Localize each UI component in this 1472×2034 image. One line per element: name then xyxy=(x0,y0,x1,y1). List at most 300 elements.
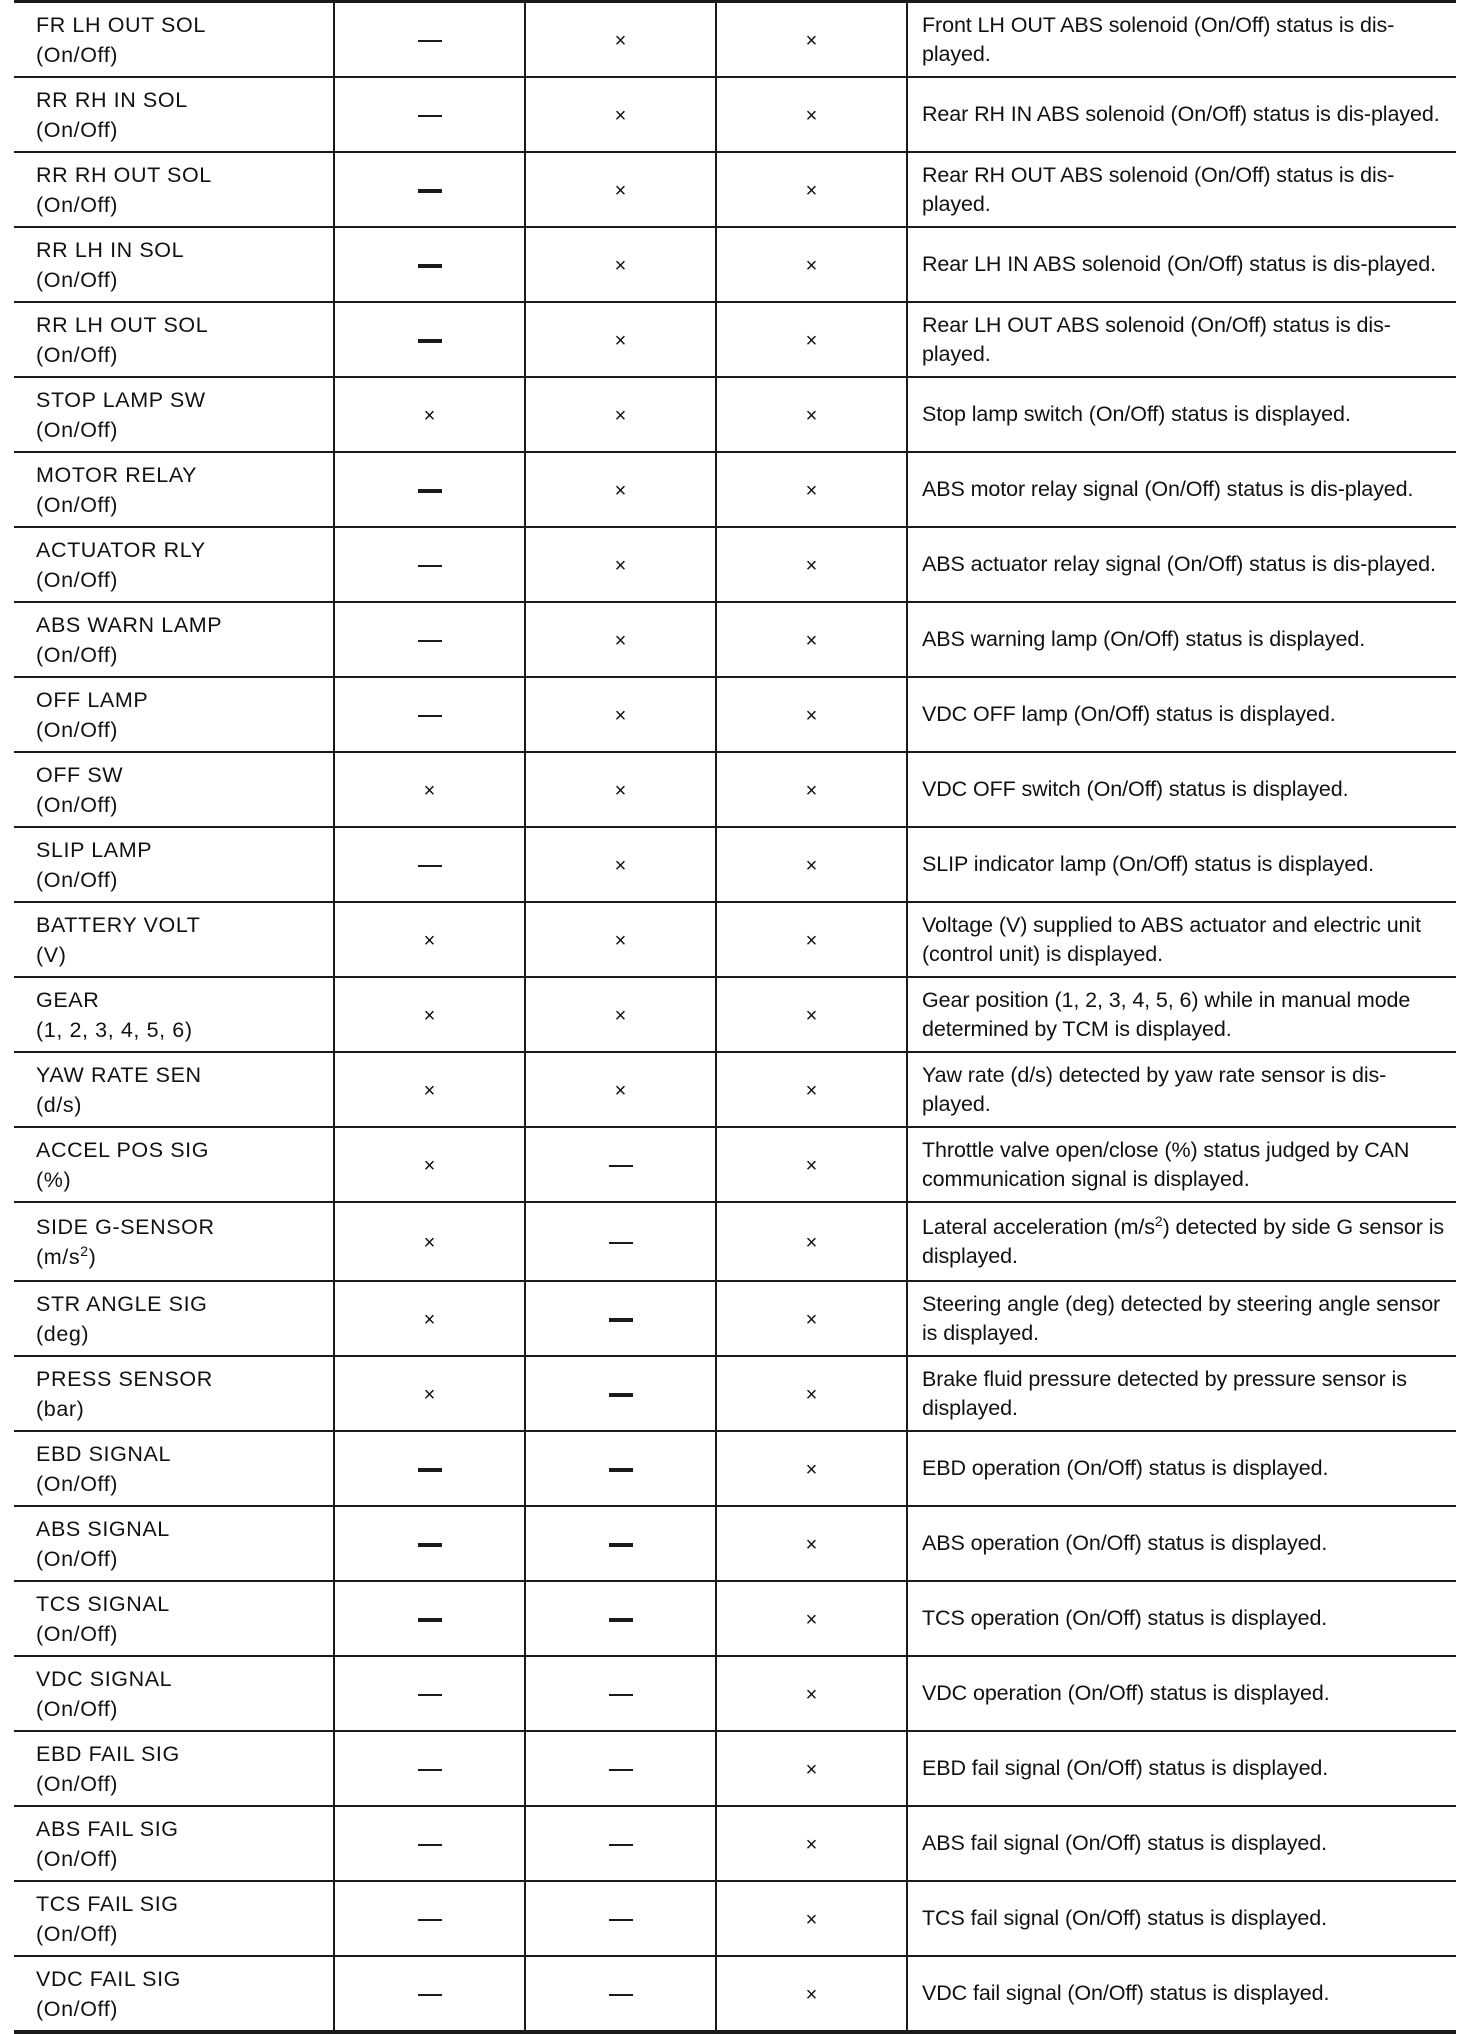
item-unit: (On/Off) xyxy=(36,792,119,817)
item-name-cell xyxy=(14,2,334,78)
table-row xyxy=(14,302,1456,377)
item-unit: (V) xyxy=(36,942,67,967)
item-name-cell xyxy=(14,1356,334,1431)
item-description: Rear RH IN ABS solenoid (On/Off) status is dis-played. xyxy=(907,77,1456,152)
item-description: TCS fail signal (On/Off) status is displayed. xyxy=(907,1881,1456,1956)
item-unit: (On/Off) xyxy=(36,867,119,892)
cross-mark: × xyxy=(805,1534,818,1557)
cross-mark: × xyxy=(805,480,818,503)
mode-1-cell xyxy=(334,1202,525,1281)
mode-1-cell xyxy=(334,377,525,452)
mode-2-cell xyxy=(525,1956,716,2032)
cross-mark: × xyxy=(423,780,436,803)
item-name: VDC SIGNAL xyxy=(36,1666,173,1691)
item-unit: (On/Off) xyxy=(36,117,119,142)
cross-mark: × xyxy=(614,180,627,203)
unit-superscript: 2 xyxy=(80,1242,89,1259)
cross-mark: × xyxy=(614,30,627,53)
table-row xyxy=(14,227,1456,302)
item-unit xyxy=(36,1242,333,1272)
mode-3-cell xyxy=(716,1956,907,2032)
mode-1-cell xyxy=(334,1127,525,1202)
mode-3-cell xyxy=(716,827,907,902)
item-name: STR ANGLE SIG xyxy=(36,1291,208,1316)
mode-2-cell xyxy=(525,1431,716,1506)
item-unit: (On/Off) xyxy=(36,1771,119,1796)
cross-mark: × xyxy=(614,705,627,728)
item-description: Brake fluid pressure detected by pressure sensor is displayed. xyxy=(907,1356,1456,1431)
mode-3-cell xyxy=(716,902,907,977)
mode-1-cell xyxy=(334,1656,525,1731)
item-unit: (d/s) xyxy=(36,1092,82,1117)
table-row xyxy=(14,827,1456,902)
item-name-cell xyxy=(14,977,334,1052)
cross-mark: × xyxy=(805,930,818,953)
description-text: Lateral acceleration (m/s xyxy=(922,1214,1155,1239)
table-row xyxy=(14,77,1456,152)
mode-2-cell xyxy=(525,1281,716,1356)
item-description: VDC OFF switch (On/Off) status is displayed. xyxy=(907,752,1456,827)
item-name-cell xyxy=(14,377,334,452)
table-row xyxy=(14,1731,1456,1806)
cross-mark: × xyxy=(423,1155,436,1178)
item-name: STOP LAMP SW xyxy=(36,387,206,412)
mode-1-cell xyxy=(334,302,525,377)
dash-mark xyxy=(609,1393,633,1397)
mode-1-cell xyxy=(334,1806,525,1881)
cross-mark: × xyxy=(614,255,627,278)
table-row xyxy=(14,152,1456,227)
cross-mark: × xyxy=(805,855,818,878)
item-description: ABS warning lamp (On/Off) status is displayed. xyxy=(907,602,1456,677)
mode-3-cell xyxy=(716,1881,907,1956)
item-name-cell xyxy=(14,1127,334,1202)
table-row xyxy=(14,1806,1456,1881)
item-name-cell xyxy=(14,1881,334,1956)
mode-1-cell xyxy=(334,1506,525,1581)
mode-1-cell xyxy=(334,1881,525,1956)
mode-1-cell xyxy=(334,1281,525,1356)
mode-3-cell xyxy=(716,677,907,752)
item-name-cell xyxy=(14,1656,334,1731)
item-name-cell xyxy=(14,77,334,152)
cross-mark: × xyxy=(805,1909,818,1932)
cross-mark: × xyxy=(614,780,627,803)
item-unit: (On/Off) xyxy=(36,1846,119,1871)
table-body xyxy=(14,2,1456,2033)
table-row xyxy=(14,977,1456,1052)
description-text-rest: ) detected by side G sensor is displayed. xyxy=(922,1214,1445,1268)
mode-3-cell xyxy=(716,77,907,152)
item-description: VDC fail signal (On/Off) status is displayed. xyxy=(907,1956,1456,2032)
mode-1-cell xyxy=(334,227,525,302)
item-name: TCS FAIL SIG xyxy=(36,1891,179,1916)
dash-mark xyxy=(418,115,442,117)
item-unit: (On/Off) xyxy=(36,42,119,67)
cross-mark: × xyxy=(614,930,627,953)
mode-2-cell xyxy=(525,1656,716,1731)
table-row xyxy=(14,1956,1456,2032)
item-name: PRESS SENSOR xyxy=(36,1366,213,1391)
mode-3-cell xyxy=(716,1656,907,1731)
dash-mark xyxy=(418,40,442,42)
item-name: OFF LAMP xyxy=(36,687,149,712)
mode-3-cell xyxy=(716,977,907,1052)
item-unit: (On/Off) xyxy=(36,1621,119,1646)
item-name: ACTUATOR RLY xyxy=(36,537,206,562)
item-description: ABS actuator relay signal (On/Off) status is dis-played. xyxy=(907,527,1456,602)
cross-mark: × xyxy=(805,105,818,128)
item-unit: (On/Off) xyxy=(36,1546,119,1571)
dash-mark xyxy=(418,1694,442,1696)
mode-2-cell xyxy=(525,1731,716,1806)
table-row xyxy=(14,602,1456,677)
cross-mark: × xyxy=(805,1155,818,1178)
mode-1-cell xyxy=(334,2,525,78)
cross-mark: × xyxy=(805,1834,818,1857)
item-name-cell xyxy=(14,1806,334,1881)
cross-mark: × xyxy=(423,405,436,428)
item-name: EBD SIGNAL xyxy=(36,1441,172,1466)
mode-3-cell xyxy=(716,1431,907,1506)
mode-3-cell xyxy=(716,1806,907,1881)
mode-2-cell xyxy=(525,977,716,1052)
mode-3-cell xyxy=(716,1127,907,1202)
item-name-cell xyxy=(14,1506,334,1581)
table-row xyxy=(14,1656,1456,1731)
dash-mark xyxy=(609,1242,633,1244)
cross-mark: × xyxy=(805,1384,818,1407)
cross-mark: × xyxy=(805,630,818,653)
item-unit: (%) xyxy=(36,1167,72,1192)
item-description: Yaw rate (d/s) detected by yaw rate sensor is dis-played. xyxy=(907,1052,1456,1127)
item-name-cell xyxy=(14,152,334,227)
mode-1-cell xyxy=(334,677,525,752)
mode-3-cell xyxy=(716,377,907,452)
mode-3-cell xyxy=(716,227,907,302)
item-unit: (On/Off) xyxy=(36,342,119,367)
cross-mark: × xyxy=(805,1005,818,1028)
mode-2-cell xyxy=(525,1127,716,1202)
table-row xyxy=(14,1281,1456,1356)
mode-2-cell xyxy=(525,152,716,227)
item-name: EBD FAIL SIG xyxy=(36,1741,180,1766)
dash-mark xyxy=(418,489,442,493)
mode-1-cell xyxy=(334,977,525,1052)
dash-mark xyxy=(609,1919,633,1921)
item-description: VDC operation (On/Off) status is displayed. xyxy=(907,1656,1456,1731)
mode-1-cell xyxy=(334,527,525,602)
item-description xyxy=(907,1202,1456,1281)
item-description: EBD fail signal (On/Off) status is displayed. xyxy=(907,1731,1456,1806)
mode-1-cell xyxy=(334,752,525,827)
item-name-cell xyxy=(14,1202,334,1281)
dash-mark xyxy=(418,715,442,717)
item-name: RR LH IN SOL xyxy=(36,237,185,262)
item-name-cell xyxy=(14,1731,334,1806)
table-row xyxy=(14,1881,1456,1956)
mode-3-cell xyxy=(716,302,907,377)
item-name-cell xyxy=(14,452,334,527)
cross-mark: × xyxy=(423,1005,436,1028)
mode-2-cell xyxy=(525,677,716,752)
table-row xyxy=(14,752,1456,827)
dash-mark xyxy=(418,1994,442,1996)
table-row xyxy=(14,1581,1456,1656)
table-row xyxy=(14,1127,1456,1202)
mode-3-cell xyxy=(716,1281,907,1356)
item-name-cell xyxy=(14,827,334,902)
mode-1-cell xyxy=(334,1581,525,1656)
item-name-cell xyxy=(14,527,334,602)
item-description: Rear RH OUT ABS solenoid (On/Off) status is dis-played. xyxy=(907,152,1456,227)
mode-3-cell xyxy=(716,452,907,527)
mode-3-cell xyxy=(716,1202,907,1281)
dash-mark xyxy=(418,1543,442,1547)
mode-2-cell xyxy=(525,77,716,152)
cross-mark: × xyxy=(805,1232,818,1255)
mode-3-cell xyxy=(716,2,907,78)
table-row xyxy=(14,452,1456,527)
item-description: Rear LH IN ABS solenoid (On/Off) status is dis-played. xyxy=(907,227,1456,302)
mode-1-cell xyxy=(334,77,525,152)
cross-mark: × xyxy=(423,1080,436,1103)
item-name-cell xyxy=(14,227,334,302)
mode-2-cell xyxy=(525,602,716,677)
table-row xyxy=(14,2,1456,78)
mode-2-cell xyxy=(525,1356,716,1431)
table-row xyxy=(14,1506,1456,1581)
dash-mark xyxy=(418,640,442,642)
mode-2-cell xyxy=(525,902,716,977)
dash-mark xyxy=(418,865,442,867)
item-name: RR RH OUT SOL xyxy=(36,162,212,187)
table-row xyxy=(14,1356,1456,1431)
cross-mark: × xyxy=(805,1459,818,1482)
item-name-cell xyxy=(14,1431,334,1506)
cross-mark: × xyxy=(805,255,818,278)
item-name-cell xyxy=(14,1052,334,1127)
item-description: ABS fail signal (On/Off) status is displayed. xyxy=(907,1806,1456,1881)
item-unit-text: (m/s xyxy=(36,1244,81,1269)
item-description: ABS motor relay signal (On/Off) status is dis-played. xyxy=(907,452,1456,527)
item-name: RR RH IN SOL xyxy=(36,87,188,112)
item-unit: (On/Off) xyxy=(36,717,119,742)
mode-2-cell xyxy=(525,1506,716,1581)
item-name: MOTOR RELAY xyxy=(36,462,198,487)
table-row xyxy=(14,1202,1456,1281)
item-name-cell xyxy=(14,1956,334,2032)
mode-1-cell xyxy=(334,827,525,902)
item-description: Throttle valve open/close (%) status judged by CAN communication signal is displayed. xyxy=(907,1127,1456,1202)
mode-3-cell xyxy=(716,1356,907,1431)
item-name: SLIP LAMP xyxy=(36,837,153,862)
table-row xyxy=(14,677,1456,752)
item-name: ABS FAIL SIG xyxy=(36,1816,179,1841)
mode-3-cell xyxy=(716,152,907,227)
mode-2-cell xyxy=(525,1806,716,1881)
dash-mark xyxy=(418,1769,442,1771)
cross-mark: × xyxy=(423,1309,436,1332)
item-description: SLIP indicator lamp (On/Off) status is displayed. xyxy=(907,827,1456,902)
item-description: EBD operation (On/Off) status is displayed. xyxy=(907,1431,1456,1506)
cross-mark: × xyxy=(805,705,818,728)
cross-mark: × xyxy=(614,405,627,428)
cross-mark: × xyxy=(805,1309,818,1332)
item-description: Voltage (V) supplied to ABS actuator and electric unit (control unit) is displayed. xyxy=(907,902,1456,977)
mode-1-cell xyxy=(334,1431,525,1506)
data-monitor-table-container xyxy=(14,0,1456,2034)
item-description: Stop lamp switch (On/Off) status is displayed. xyxy=(907,377,1456,452)
item-name: GEAR xyxy=(36,987,100,1012)
cross-mark: × xyxy=(805,180,818,203)
mode-2-cell xyxy=(525,377,716,452)
mode-1-cell xyxy=(334,902,525,977)
item-name-cell xyxy=(14,602,334,677)
item-name-cell xyxy=(14,1581,334,1656)
mode-3-cell xyxy=(716,1506,907,1581)
mode-2-cell xyxy=(525,227,716,302)
mode-1-cell xyxy=(334,1052,525,1127)
item-description: Rear LH OUT ABS solenoid (On/Off) status is dis-played. xyxy=(907,302,1456,377)
item-name-cell xyxy=(14,677,334,752)
mode-2-cell xyxy=(525,1202,716,1281)
data-monitor-item-table xyxy=(14,0,1456,2034)
item-unit: (On/Off) xyxy=(36,192,119,217)
item-unit: (bar) xyxy=(36,1396,85,1421)
dash-mark xyxy=(418,264,442,268)
item-name-cell xyxy=(14,902,334,977)
item-unit: (On/Off) xyxy=(36,492,119,517)
mode-3-cell xyxy=(716,752,907,827)
table-row xyxy=(14,1052,1456,1127)
item-unit: (On/Off) xyxy=(36,1696,119,1721)
dash-mark xyxy=(609,1543,633,1547)
cross-mark: × xyxy=(614,105,627,128)
item-description: Front LH OUT ABS solenoid (On/Off) status is dis-played. xyxy=(907,2,1456,78)
cross-mark: × xyxy=(805,30,818,53)
mode-3-cell xyxy=(716,1581,907,1656)
mode-2-cell xyxy=(525,827,716,902)
item-name: FR LH OUT SOL xyxy=(36,12,206,37)
table-row xyxy=(14,902,1456,977)
dash-mark xyxy=(609,1994,633,1996)
item-name: OFF SW xyxy=(36,762,124,787)
cross-mark: × xyxy=(805,1609,818,1632)
mode-1-cell xyxy=(334,1731,525,1806)
mode-3-cell xyxy=(716,1052,907,1127)
mode-3-cell xyxy=(716,602,907,677)
dash-mark xyxy=(418,1844,442,1846)
item-name: BATTERY VOLT xyxy=(36,912,201,937)
cross-mark: × xyxy=(805,555,818,578)
mode-2-cell xyxy=(525,302,716,377)
table-row xyxy=(14,527,1456,602)
item-unit: (deg) xyxy=(36,1321,90,1346)
cross-mark: × xyxy=(805,1984,818,2007)
item-name: TCS SIGNAL xyxy=(36,1591,170,1616)
item-unit: (On/Off) xyxy=(36,1471,119,1496)
item-description: TCS operation (On/Off) status is displayed. xyxy=(907,1581,1456,1656)
item-unit: (On/Off) xyxy=(36,567,119,592)
item-unit-close: ) xyxy=(88,1244,97,1269)
cross-mark: × xyxy=(805,1080,818,1103)
item-unit: (On/Off) xyxy=(36,1996,119,2021)
item-name: VDC FAIL SIG xyxy=(36,1966,181,1991)
cross-mark: × xyxy=(614,1080,627,1103)
mode-2-cell xyxy=(525,527,716,602)
dash-mark xyxy=(418,1468,442,1472)
cross-mark: × xyxy=(614,480,627,503)
item-unit: (On/Off) xyxy=(36,267,119,292)
item-unit: (1, 2, 3, 4, 5, 6) xyxy=(36,1017,193,1042)
cross-mark: × xyxy=(805,330,818,353)
item-description: VDC OFF lamp (On/Off) status is displayed. xyxy=(907,677,1456,752)
item-name: RR LH OUT SOL xyxy=(36,312,209,337)
dash-mark xyxy=(418,1618,442,1622)
item-name: ABS WARN LAMP xyxy=(36,612,223,637)
table-row xyxy=(14,1431,1456,1506)
description-superscript: 2 xyxy=(1154,1212,1163,1229)
mode-1-cell xyxy=(334,1356,525,1431)
item-description: Gear position (1, 2, 3, 4, 5, 6) while in manual mode determined by TCM is displayed. xyxy=(907,977,1456,1052)
mode-1-cell xyxy=(334,152,525,227)
cross-mark: × xyxy=(423,930,436,953)
item-name-cell xyxy=(14,302,334,377)
cross-mark: × xyxy=(614,855,627,878)
dash-mark xyxy=(609,1318,633,1322)
dash-mark xyxy=(418,1919,442,1921)
item-name: SIDE G-SENSOR xyxy=(36,1214,215,1239)
mode-2-cell xyxy=(525,1052,716,1127)
cross-mark: × xyxy=(805,780,818,803)
item-unit: (On/Off) xyxy=(36,417,119,442)
item-name-cell xyxy=(14,1281,334,1356)
dash-mark xyxy=(609,1844,633,1846)
cross-mark: × xyxy=(614,330,627,353)
dash-mark xyxy=(609,1165,633,1167)
cross-mark: × xyxy=(805,1759,818,1782)
cross-mark: × xyxy=(614,555,627,578)
item-name: YAW RATE SEN xyxy=(36,1062,202,1087)
item-name: ABS SIGNAL xyxy=(36,1516,170,1541)
item-description: Steering angle (deg) detected by steering angle sensor is displayed. xyxy=(907,1281,1456,1356)
cross-mark: × xyxy=(805,405,818,428)
mode-3-cell xyxy=(716,1731,907,1806)
dash-mark xyxy=(609,1769,633,1771)
item-unit: (On/Off) xyxy=(36,642,119,667)
mode-2-cell xyxy=(525,1581,716,1656)
item-description: ABS operation (On/Off) status is displayed. xyxy=(907,1506,1456,1581)
dash-mark xyxy=(418,565,442,567)
cross-mark: × xyxy=(423,1384,436,1407)
dash-mark xyxy=(609,1468,633,1472)
mode-2-cell xyxy=(525,1881,716,1956)
dash-mark xyxy=(418,189,442,193)
dash-mark xyxy=(609,1694,633,1696)
dash-mark xyxy=(609,1618,633,1622)
table-row xyxy=(14,377,1456,452)
mode-2-cell xyxy=(525,2,716,78)
mode-2-cell xyxy=(525,452,716,527)
mode-1-cell xyxy=(334,602,525,677)
item-unit: (On/Off) xyxy=(36,1921,119,1946)
cross-mark: × xyxy=(423,1232,436,1255)
mode-3-cell xyxy=(716,527,907,602)
mode-2-cell xyxy=(525,752,716,827)
cross-mark: × xyxy=(614,1005,627,1028)
dash-mark xyxy=(418,339,442,343)
